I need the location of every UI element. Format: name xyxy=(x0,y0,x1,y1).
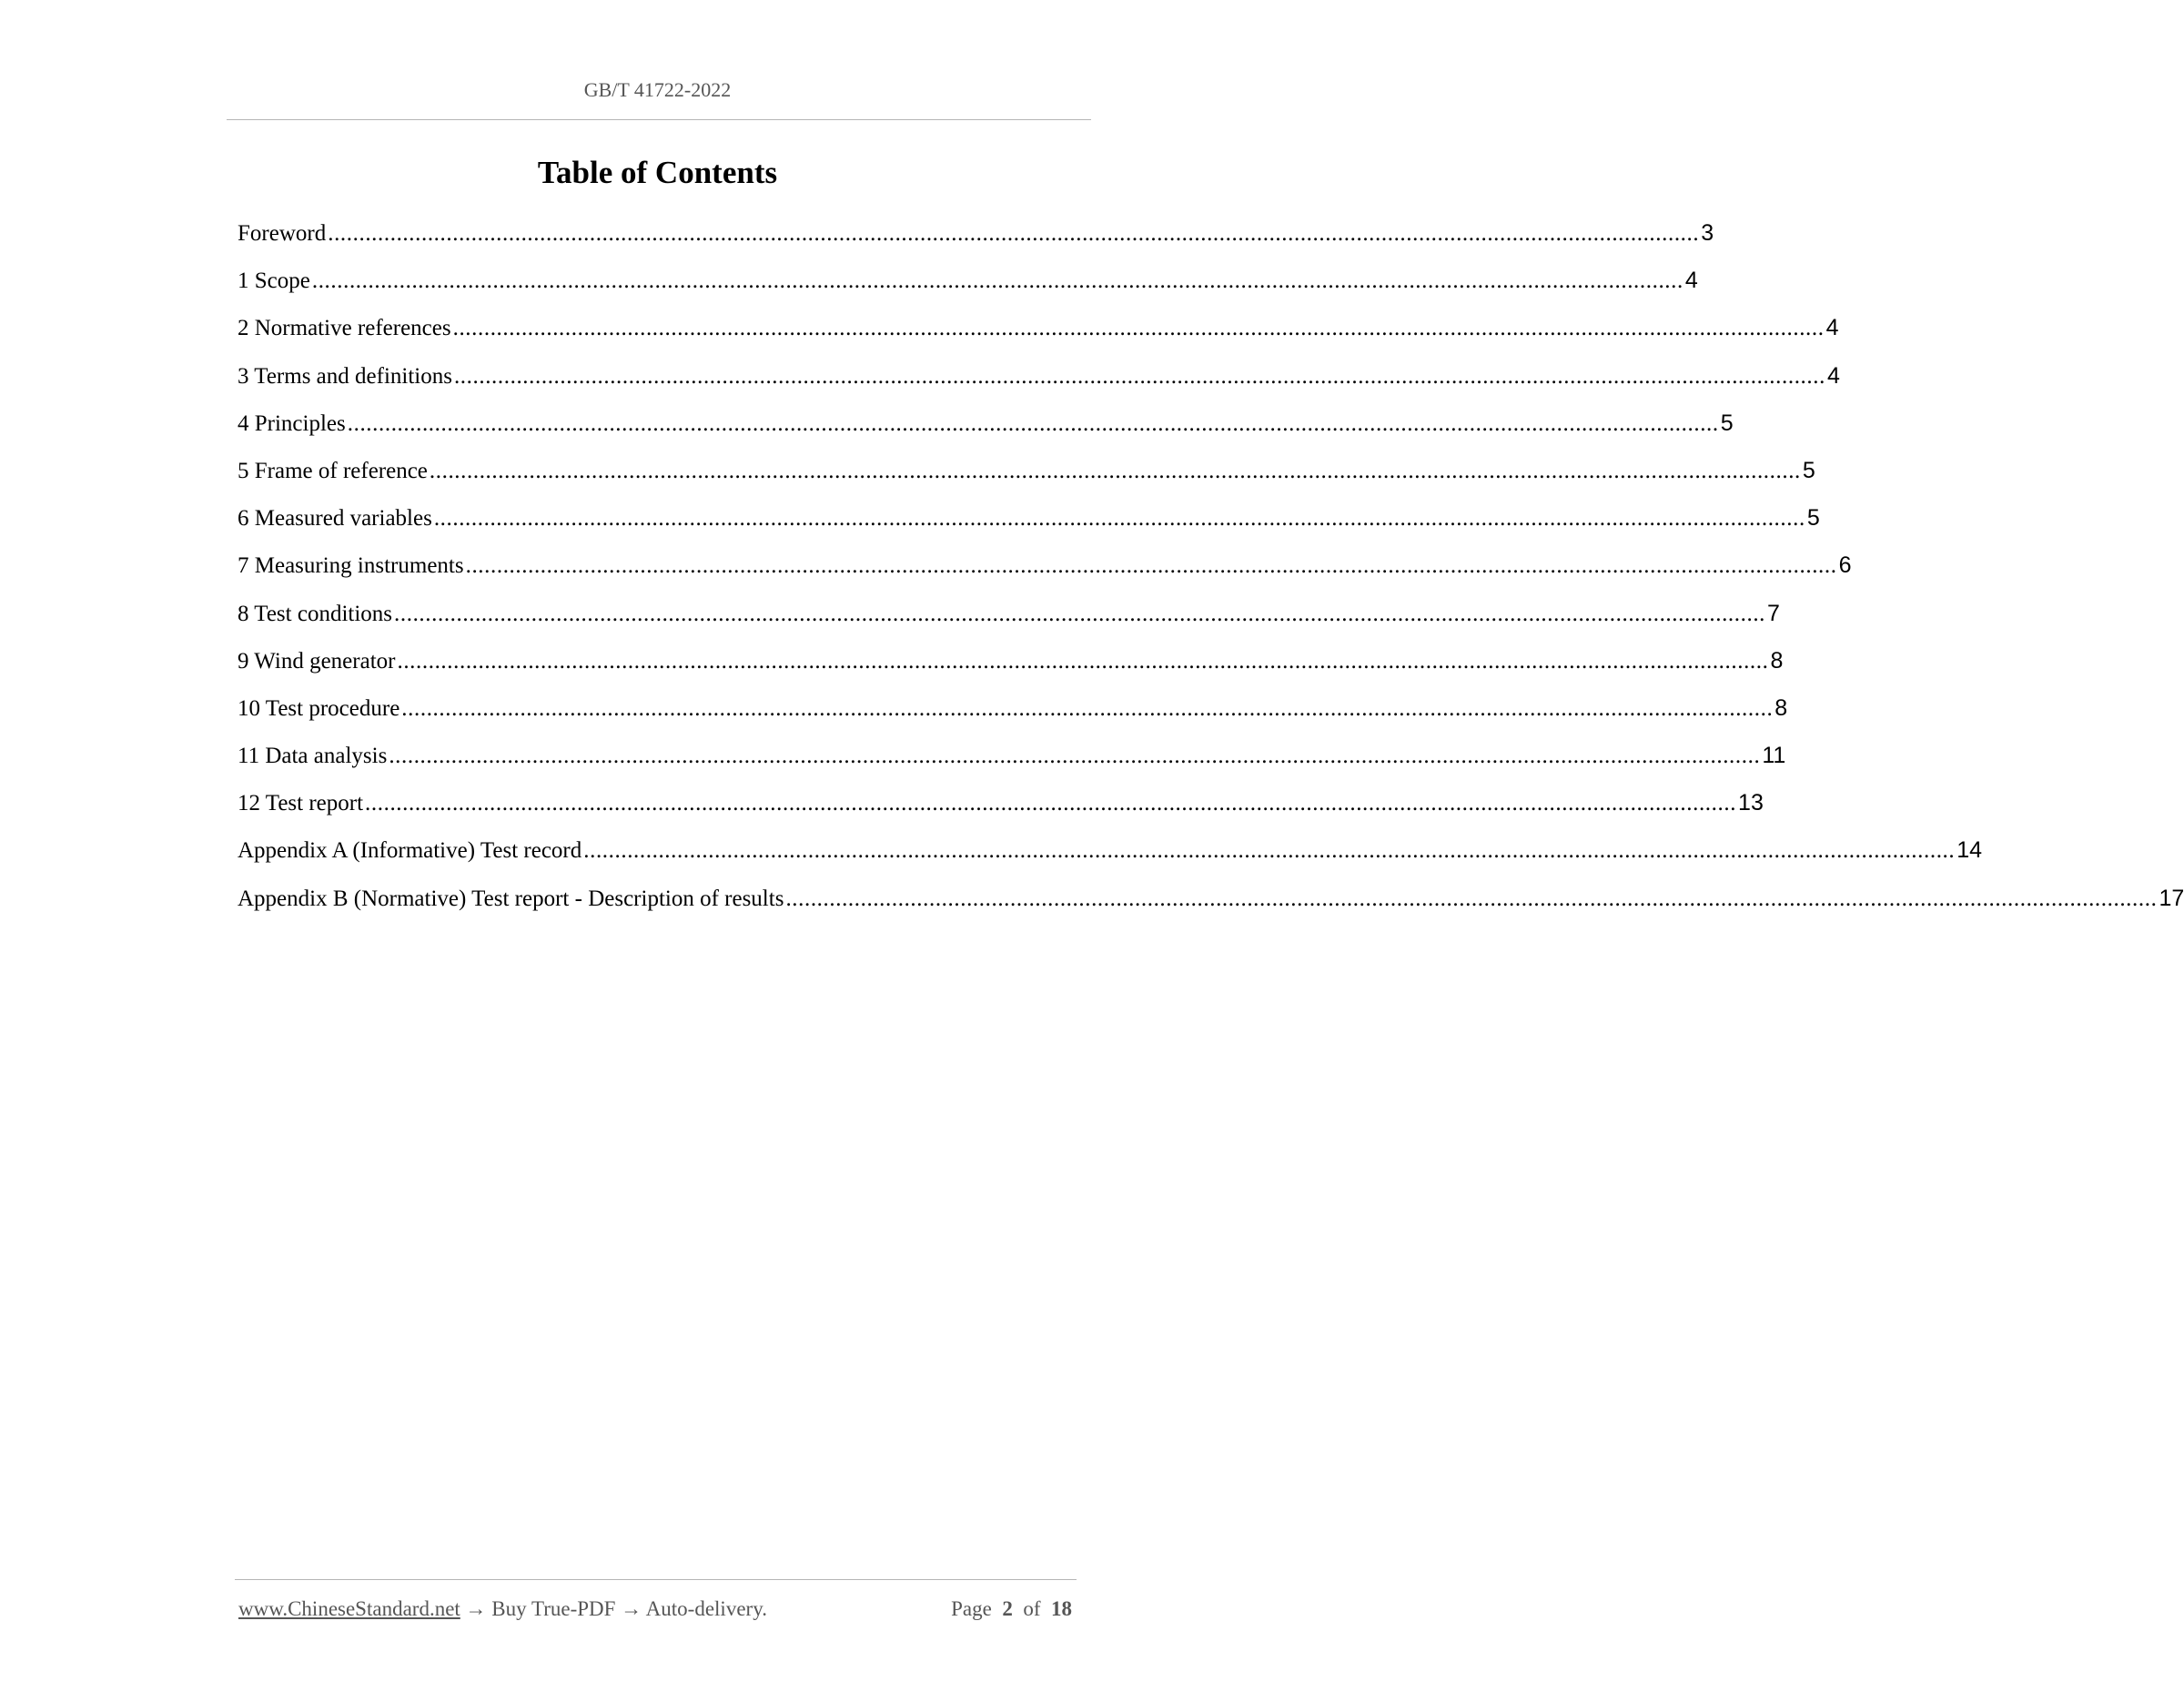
toc-entry-page: 3 xyxy=(1701,220,1714,246)
toc-entry-label: 3 Terms and definitions xyxy=(238,363,452,389)
toc-dot-leader: ............................................................................................................................................................................................................................ xyxy=(328,221,1700,246)
toc-dot-leader: ............................................................................................................................................................................................................................ xyxy=(465,553,1837,579)
buy-true-pdf-text: Buy True-PDF xyxy=(491,1597,616,1620)
header-divider xyxy=(227,119,1091,120)
toc-entry-page: 7 xyxy=(1767,600,1780,626)
toc-entry[interactable] xyxy=(238,355,1840,402)
toc-list xyxy=(238,212,2184,925)
toc-entry-page: 8 xyxy=(1774,694,1788,721)
toc-entry[interactable] xyxy=(238,259,1698,307)
toc-entry-label: 10 Test procedure xyxy=(238,695,400,721)
toc-dot-leader: ............................................................................................................................................................................................................................ xyxy=(785,886,2158,911)
page-total: 18 xyxy=(1051,1597,1072,1620)
document-header-code: GB/T 41722-2022 xyxy=(583,78,732,101)
toc-entry[interactable] xyxy=(238,307,1839,354)
toc-entry-label: Foreword xyxy=(238,221,327,246)
toc-entry-page: 5 xyxy=(1802,457,1815,483)
toc-dot-leader: ............................................................................................................................................................................................................................ xyxy=(389,744,1761,769)
toc-entry-label: 12 Test report xyxy=(238,791,364,816)
toc-entry-page: 6 xyxy=(1838,552,1852,579)
toc-entry[interactable] xyxy=(238,829,1983,876)
toc-entry-page: 5 xyxy=(1806,505,1820,532)
toc-dot-leader: ............................................................................................................................................................................................................................ xyxy=(394,601,1766,626)
toc-dot-leader: ............................................................................................................................................................................................................................ xyxy=(429,458,1801,483)
toc-entry-label: 11 Data analysis xyxy=(238,744,388,769)
toc-entry-label: 6 Measured variables xyxy=(238,506,432,532)
toc-entry-label: Appendix B (Normative) Test report - Description of results xyxy=(238,886,784,911)
toc-dot-leader: ............................................................................................................................................................................................................................ xyxy=(401,695,1774,721)
toc-dot-leader: ............................................................................................................................................................................................................................ xyxy=(347,410,1719,436)
toc-entry[interactable] xyxy=(238,640,1784,687)
toc-entry[interactable] xyxy=(238,782,1764,829)
footer-promo xyxy=(238,1597,767,1621)
toc-dot-leader: ............................................................................................................................................................................................................................ xyxy=(397,648,1769,674)
toc-entry-label: 1 Scope xyxy=(238,268,310,294)
toc-entry[interactable] xyxy=(238,212,1714,259)
page-current: 2 xyxy=(1002,1597,1013,1620)
toc-dot-leader: ............................................................................................................................................................................................................................ xyxy=(583,838,1956,864)
toc-entry-page: 13 xyxy=(1738,790,1764,816)
toc-entry-label: 9 Wind generator xyxy=(238,648,396,674)
toc-entry[interactable] xyxy=(238,734,1786,782)
auto-delivery-text: Auto-delivery. xyxy=(645,1597,767,1620)
toc-entry[interactable] xyxy=(238,450,1815,497)
toc-dot-leader: ............................................................................................................................................................................................................................ xyxy=(311,268,1684,294)
toc-dot-leader: ............................................................................................................................................................................................................................ xyxy=(453,363,1825,389)
toc-entry[interactable] xyxy=(238,497,1820,544)
toc-entry-page: 4 xyxy=(1684,268,1698,294)
toc-entry[interactable] xyxy=(238,877,2184,925)
toc-entry[interactable] xyxy=(238,402,1734,450)
arrow-right-icon: → xyxy=(621,1597,642,1620)
toc-entry-label: Appendix A (Informative) Test record xyxy=(238,838,582,864)
toc-title: Table of Contents xyxy=(537,155,778,190)
toc-entry-label: 8 Test conditions xyxy=(238,601,393,626)
toc-entry-page: 17 xyxy=(2159,885,2184,911)
page-number xyxy=(951,1597,1072,1621)
toc-dot-leader: ............................................................................................................................................................................................................................ xyxy=(365,791,1737,816)
toc-entry[interactable] xyxy=(238,544,1852,592)
toc-entry-page: 4 xyxy=(1826,362,1840,389)
toc-entry-page: 4 xyxy=(1825,315,1839,341)
toc-entry-label: 2 Normative references xyxy=(238,316,451,341)
toc-entry-page: 11 xyxy=(1762,743,1786,769)
toc-entry-label: 5 Frame of reference xyxy=(238,458,428,483)
arrow-right-icon: → xyxy=(465,1597,487,1620)
toc-entry-label: 4 Principles xyxy=(238,410,346,436)
website-link[interactable]: www.ChineseStandard.net xyxy=(238,1597,460,1620)
toc-entry-page: 5 xyxy=(1720,410,1734,436)
toc-dot-leader: ............................................................................................................................................................................................................................ xyxy=(452,316,1825,341)
page-word: Page xyxy=(951,1597,992,1620)
toc-entry-label: 7 Measuring instruments xyxy=(238,553,464,579)
toc-entry-page: 8 xyxy=(1770,647,1784,674)
of-word: of xyxy=(1023,1597,1041,1620)
toc-entry-page: 14 xyxy=(1956,837,1983,864)
toc-dot-leader: ............................................................................................................................................................................................................................ xyxy=(433,506,1805,532)
toc-entry[interactable] xyxy=(238,687,1788,734)
footer-divider xyxy=(235,1579,1077,1580)
toc-entry[interactable] xyxy=(238,593,1780,640)
